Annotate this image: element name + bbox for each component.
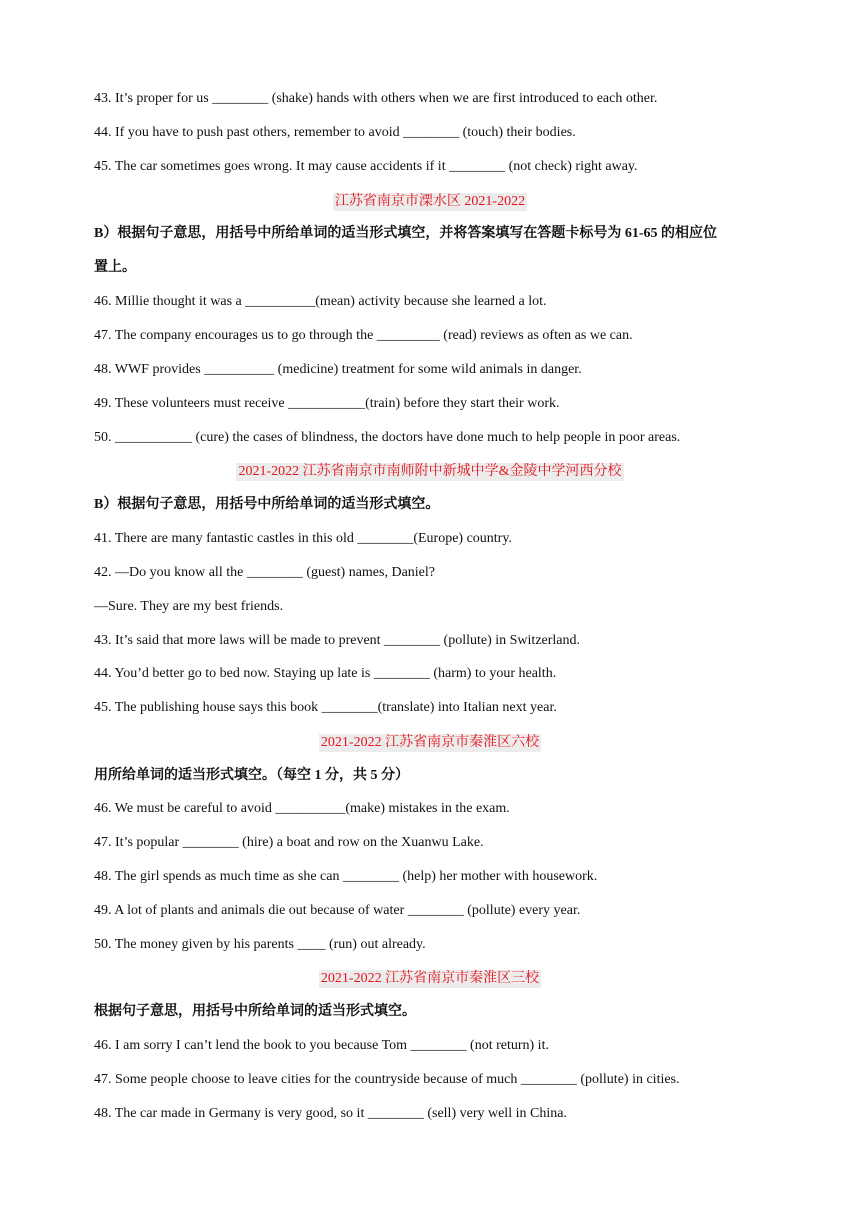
section-heading-row [94,462,766,481]
section-heading: 江苏省南京市溧水区 2021-2022 [334,194,526,209]
question-line: 50. The money given by his parents ____ (run) out already. [94,937,426,952]
question-line: 48. The girl spends as much time as she can ________ (help) her mother with housework. [94,869,598,884]
section-heading-row [94,192,766,211]
question-line: 44. You’d better go to bed now. Staying up late is ________ (harm) to your health. [94,666,557,681]
section-heading: 2021-2022 江苏省南京市秦淮区六校 [320,735,540,750]
section-heading: 2021-2022 江苏省南京市秦淮区三校 [320,971,540,986]
question-line: —Sure. They are my best friends. [94,599,284,614]
question-line: 50. ___________ (cure) the cases of blindness, the doctors have done much to help people in poor areas. [94,430,681,445]
instruction-text: 用所给单词的适当形式填空。（每空 1 分，共 5 分） [94,768,409,783]
question-line: 47. It’s popular ________ (hire) a boat and row on the Xuanwu Lake. [94,835,484,850]
question-line: 49. A lot of plants and animals die out because of water ________ (pollute) every year. [94,903,581,918]
question-line: 47. The company encourages us to go through the _________ (read) reviews as often as we can. [94,328,633,343]
instruction-text: 置上。 [94,260,136,275]
question-line: 46. We must be careful to avoid __________(make) mistakes in the exam. [94,801,510,816]
question-line: 43. It’s said that more laws will be made to prevent ________ (pollute) in Switzerland. [94,633,581,648]
question-line: 46. Millie thought it was a __________(mean) activity because she learned a lot. [94,294,547,309]
section-heading-row [94,733,766,752]
question-line: 43. It’s proper for us ________ (shake) hands with others when we are first introduced to each other. [94,91,658,106]
question-line: 41. There are many fantastic castles in this old ________(Europe) country. [94,531,512,546]
question-line: 46. I am sorry I can’t lend the book to you because Tom ________ (not return) it. [94,1038,549,1053]
question-line: 44. If you have to push past others, remember to avoid ________ (touch) their bodies. [94,125,576,140]
question-line: 47. Some people choose to leave cities for the countryside because of much ________ (pollute) in cities. [94,1072,680,1087]
question-line: 45. The car sometimes goes wrong. It may cause accidents if it ________ (not check) right away. [94,159,638,174]
question-line: 49. These volunteers must receive ___________(train) before they start their work. [94,396,560,411]
instruction-text: B）根据句子意思，用括号中所给单词的适当形式填空。 [94,497,440,512]
instruction-text: 根据句子意思，用括号中所给单词的适当形式填空。 [94,1004,416,1019]
question-line: 45. The publishing house says this book ________(translate) into Italian next year. [94,700,557,715]
instruction-text: B）根据句子意思，用括号中所给单词的适当形式填空，并将答案填写在答题卡标号为 61-65 的相应位 [94,226,717,241]
section-heading: 2021-2022 江苏省南京市南师附中新城中学&金陵中学河西分校 [238,464,622,479]
question-line: 48. WWF provides __________ (medicine) treatment for some wild animals in danger. [94,362,582,377]
question-line: 48. The car made in Germany is very good, so it ________ (sell) very well in China. [94,1106,567,1121]
question-line: 42. —Do you know all the ________ (guest) names, Daniel? [94,565,435,580]
section-heading-row [94,969,766,988]
